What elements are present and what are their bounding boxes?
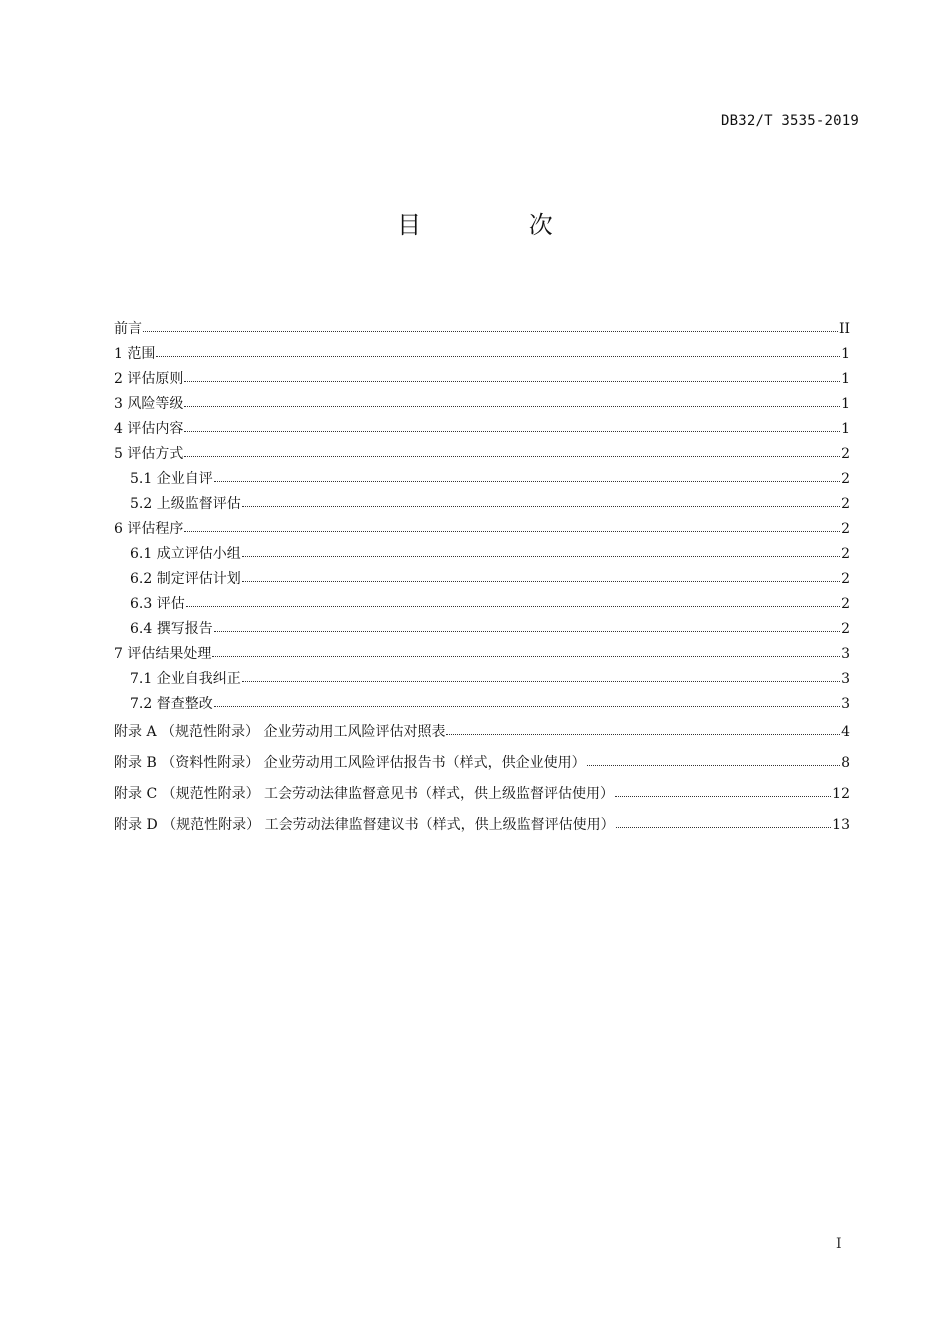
toc-leader-dots	[143, 319, 838, 333]
toc-entry-label: 4 评估内容	[114, 421, 184, 437]
toc-entry-page: 3	[841, 671, 850, 687]
footer-page-number: I	[836, 1236, 842, 1252]
toc-leader-dots	[615, 784, 831, 798]
toc-entry-page: 2	[841, 521, 850, 537]
toc-entry-label: 7.1 企业自我纠正	[130, 671, 241, 687]
toc-leader-dots	[616, 815, 832, 829]
toc-entry-page: 1	[841, 371, 850, 387]
toc-entry-label: 6.3 评估	[130, 596, 185, 612]
toc-entry-page: 12	[832, 786, 850, 802]
toc-leader-dots	[184, 394, 840, 408]
toc-leader-dots	[184, 369, 840, 383]
table-of-contents	[114, 317, 850, 841]
toc-entry-annex-c[interactable]	[114, 779, 850, 810]
toc-entry-page: 3	[841, 646, 850, 662]
toc-entry-label: 5.1 企业自评	[130, 471, 213, 487]
toc-leader-dots	[184, 519, 840, 533]
toc-entry-page: 2	[841, 596, 850, 612]
toc-leader-dots	[214, 694, 840, 708]
toc-entry-page: 1	[841, 421, 850, 437]
toc-entry-label: 6.2 制定评估计划	[130, 571, 241, 587]
toc-entry-page: 8	[841, 755, 850, 771]
document-code: DB32/T 3535-2019	[720, 113, 859, 129]
toc-entry-page: 2	[841, 496, 850, 512]
toc-leader-dots	[446, 722, 840, 736]
toc-entry-label: 6 评估程序	[114, 521, 184, 537]
toc-entry-7-1[interactable]	[114, 667, 850, 692]
toc-entry-label: 5 评估方式	[114, 446, 184, 462]
toc-entry-label: 2 评估原则	[114, 371, 184, 387]
toc-entry-page: 1	[841, 346, 850, 362]
toc-entry-page: 2	[841, 546, 850, 562]
toc-entry-label: 前言	[114, 321, 142, 337]
toc-entry-page: 2	[841, 471, 850, 487]
toc-entry-2[interactable]	[114, 367, 850, 392]
toc-entry-page: 1	[841, 396, 850, 412]
toc-entry-1[interactable]	[114, 342, 850, 367]
toc-entry-foreword[interactable]	[114, 317, 850, 342]
toc-entry-label: 附录 D （规范性附录） 工会劳动法律监督建议书（样式，供上级监督评估使用）	[114, 817, 615, 833]
toc-title: 目 次	[397, 211, 603, 239]
toc-entry-page: II	[838, 321, 850, 337]
toc-entry-label: 7 评估结果处理	[114, 646, 212, 662]
toc-leader-dots	[214, 469, 840, 483]
toc-leader-dots	[242, 494, 840, 508]
toc-entry-page: 3	[841, 696, 850, 712]
toc-entry-5-1[interactable]	[114, 467, 850, 492]
toc-entry-6-1[interactable]	[114, 542, 850, 567]
toc-entry-6-3[interactable]	[114, 592, 850, 617]
toc-entry-label: 附录 C （规范性附录） 工会劳动法律监督意见书（样式，供上级监督评估使用）	[114, 786, 615, 802]
toc-leader-dots	[184, 444, 840, 458]
toc-entry-7[interactable]	[114, 642, 850, 667]
toc-leader-dots	[587, 753, 840, 767]
toc-entry-7-2[interactable]	[114, 692, 850, 717]
toc-entry-3[interactable]	[114, 392, 850, 417]
toc-entry-annex-b[interactable]	[114, 748, 850, 779]
toc-leader-dots	[212, 644, 840, 658]
toc-entry-page: 2	[841, 571, 850, 587]
toc-entry-page: 2	[841, 621, 850, 637]
toc-entry-5[interactable]	[114, 442, 850, 467]
toc-leader-dots	[156, 344, 840, 358]
toc-entry-label: 6.4 撰写报告	[130, 621, 213, 637]
toc-leader-dots	[186, 594, 840, 608]
toc-entry-5-2[interactable]	[114, 492, 850, 517]
toc-entry-page: 4	[841, 724, 850, 740]
toc-entry-6-2[interactable]	[114, 567, 850, 592]
toc-entry-page: 13	[832, 817, 850, 833]
toc-entry-label: 6.1 成立评估小组	[130, 546, 241, 562]
toc-entry-label: 3 风险等级	[114, 396, 184, 412]
toc-entry-annex-a[interactable]	[114, 717, 850, 748]
toc-entry-label: 1 范围	[114, 346, 156, 362]
toc-leader-dots	[184, 419, 840, 433]
toc-entry-6-4[interactable]	[114, 617, 850, 642]
toc-entry-label: 7.2 督查整改	[130, 696, 213, 712]
toc-leader-dots	[242, 669, 840, 683]
toc-leader-dots	[242, 569, 840, 583]
toc-entry-6[interactable]	[114, 517, 850, 542]
toc-entry-4[interactable]	[114, 417, 850, 442]
toc-leader-dots	[242, 544, 840, 558]
toc-entry-page: 2	[841, 446, 850, 462]
toc-leader-dots	[214, 619, 840, 633]
toc-entry-label: 附录 A （规范性附录） 企业劳动用工风险评估对照表	[114, 724, 446, 740]
toc-entry-label: 5.2 上级监督评估	[130, 496, 241, 512]
toc-entry-annex-d[interactable]	[114, 810, 850, 841]
toc-entry-label: 附录 B （资料性附录） 企业劳动用工风险评估报告书（样式，供企业使用）	[114, 755, 586, 771]
